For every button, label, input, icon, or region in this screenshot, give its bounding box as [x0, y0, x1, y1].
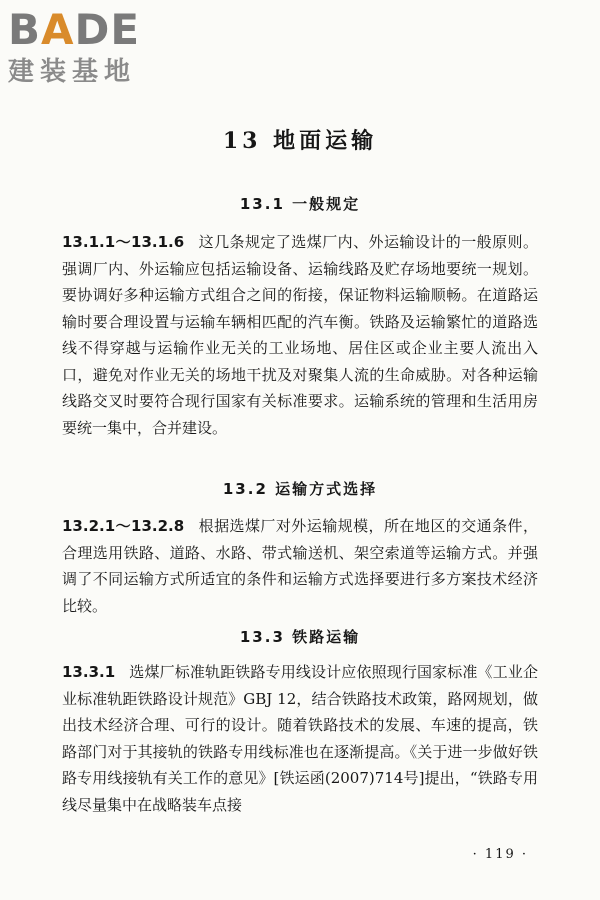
section-body-13-2 [62, 513, 538, 619]
brand-prefix: B [8, 5, 42, 54]
brand-logo-text [8, 6, 140, 54]
clause-text: 根据选煤厂对外运输规模，所在地区的交通条件，合理选用铁路、道路、水路、带式输送机、架空索道等运输方式。并强调了不同运输方式所适宜的条件和运输方式选择要进行多方案技术经济比较。 [62, 517, 538, 615]
chapter-title: 13 地面运输 [222, 128, 378, 154]
section-title-13-2: 13.2 运输方式选择 [222, 480, 378, 498]
clause-number: 13.2.1～13.2.8 [62, 517, 185, 535]
page-number: · 119 · [472, 847, 528, 862]
clause-text: 这几条规定了选煤厂内、外运输设计的一般原则。强调厂内、外运输应包括运输设备、运输线路及贮存场地要统一规划。要协调好多种运输方式组合之间的衔接，保证物料运输顺畅。在道路运输时要合理设置与运输车辆相匹配的汽车衡。铁路及运输繁忙的道路选线不得穿越与运输作业无关的工业场地、居住区或企业主要人流出入口，避免对作业无关的场地干扰及对聚集人流的生命威胁。对各种运输线路交叉时要符合现行国家有关标准要求。运输系统的管理和生活用房要统一集中，合并建设。 [62, 233, 538, 437]
section-title-13-3: 13.3 铁路运输 [239, 628, 361, 646]
clause-text: 选煤厂标准轨距铁路专用线设计应依照现行国家标准《工业企业标准轨距铁路设计规范》GBJ 12，结合铁路技术政策，路网规划，做出技术经济合理、可行的设计。随着铁路技术的发展、车速的提高，铁路部门对于其接轨的铁路专用线标准也在逐渐提高。《关于进一步做好铁路专用线接轨有关工作的意见》[铁运函(2007)714号]提出，“铁路专用线尽量集中在战略装车点接 [62, 663, 538, 814]
clause-number: 13.1.1～13.1.6 [62, 233, 185, 251]
brand-subtitle: 建装基地 [8, 57, 137, 87]
brand-suffix: DE [74, 5, 141, 54]
brand-logo [8, 6, 176, 90]
section-body-13-1 [62, 229, 538, 441]
section-body-13-3 [62, 659, 538, 818]
brand-accent: A [41, 5, 75, 54]
clause-number: 13.3.1 [62, 663, 116, 681]
section-title-13-1: 13.1 一般规定 [239, 195, 361, 213]
